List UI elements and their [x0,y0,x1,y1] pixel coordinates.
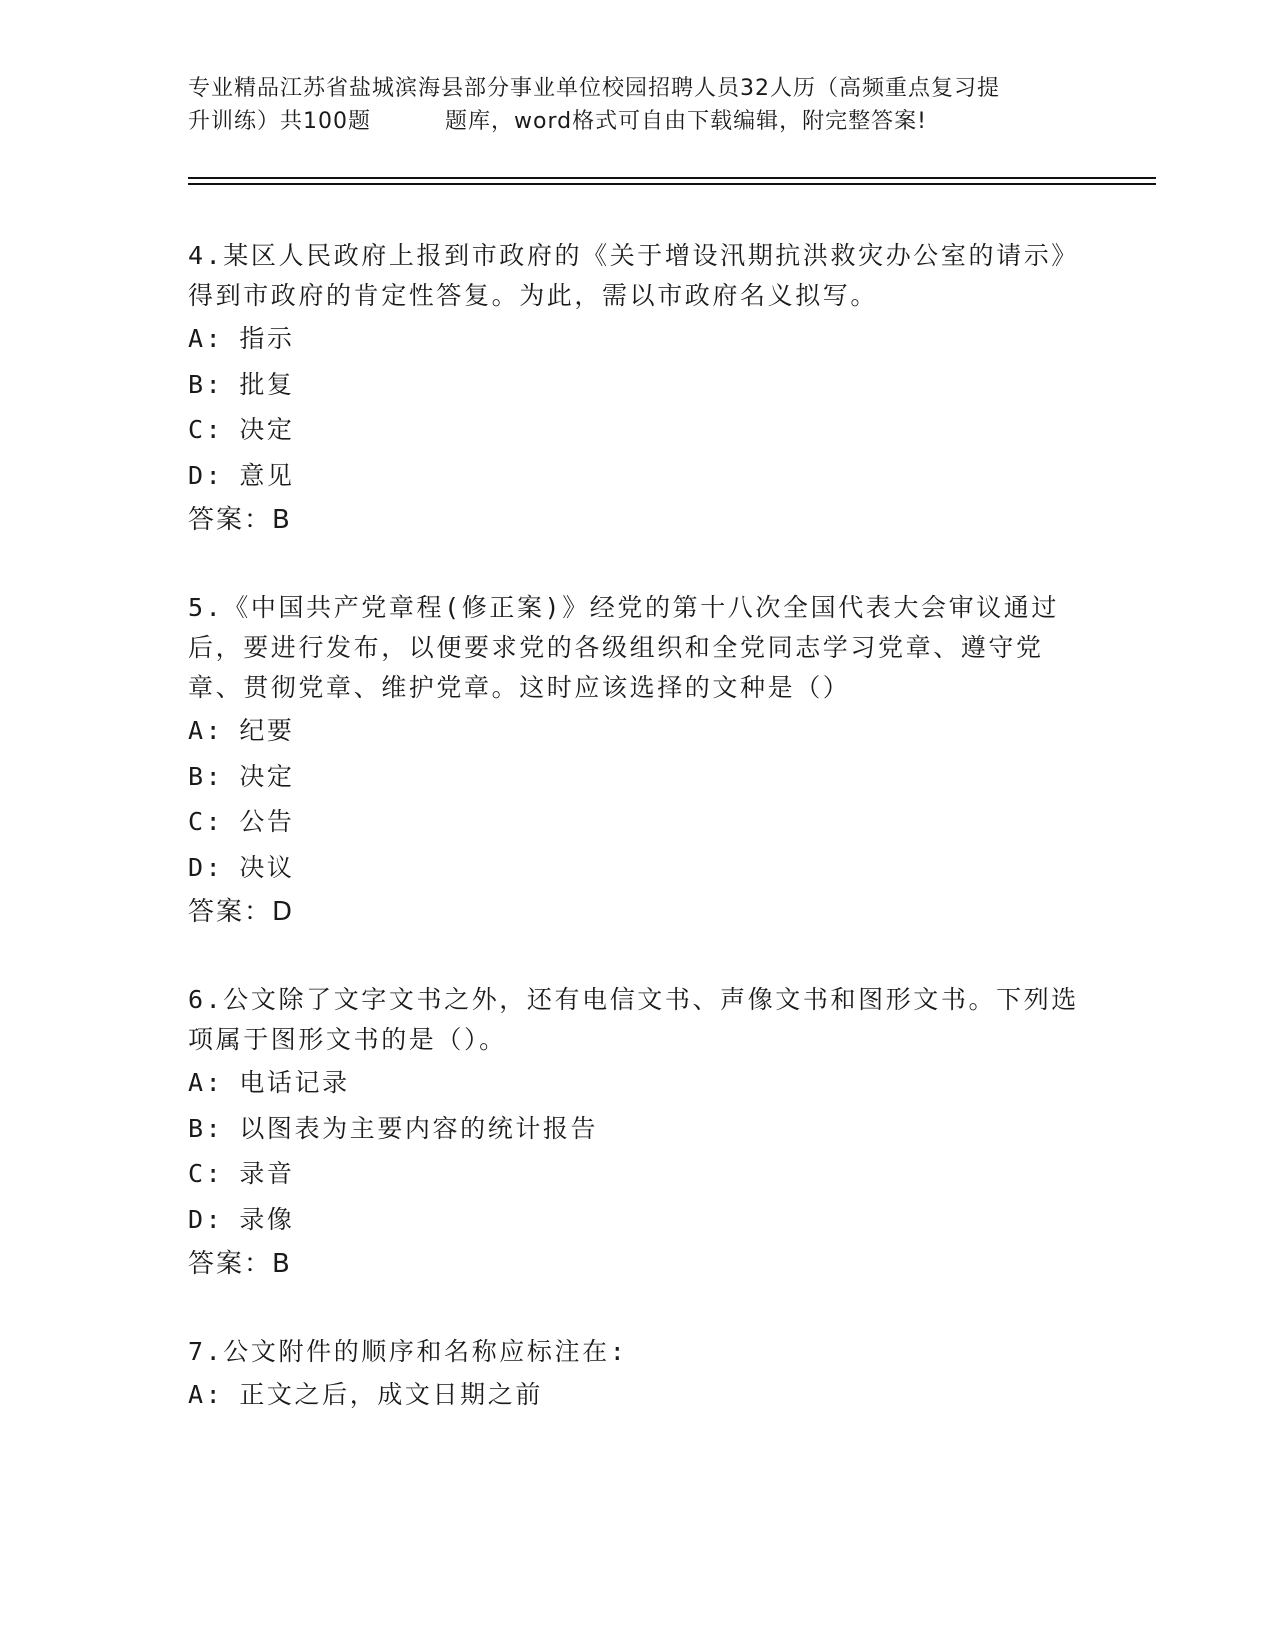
question-block [188,980,1088,1287]
option-a: A: 电话记录 [188,1068,350,1097]
option-d: D: 意见 [188,460,295,490]
option-b: B: 以图表为主要内容的统计报告 [188,1113,599,1143]
header-divider-top [188,177,1156,179]
option-c: C: 公告 [188,807,295,836]
option-a: A: 正文之后，成文日期之前 [188,1380,543,1409]
option-a: A: 纪要 [188,716,295,745]
option-c: C: 录音 [188,1159,295,1188]
option-d: D: 决议 [188,852,295,882]
header-line-1: 专业精品江苏省盐城滨海县部分事业单位校园招聘人员32人历（高频重点复习提 [188,76,1000,101]
option-d: D: 录像 [188,1204,295,1234]
question-list [188,236,1088,1463]
question-text: 6.公文除了文字文书之外，还有电信文书、声像文书和图形文书。下列选项属于图形文书的是（）。 [188,985,1079,1054]
question-text: 4.某区人民政府上报到市政府的《关于增设汛期抗洪救灾办公室的请示》得到市政府的肯定性答复。为此，需以市政府名义拟写。 [188,241,1079,310]
header-line-2 [188,105,1088,138]
question-text: 5.《中国共产党章程(修正案)》经党的第十八次全国代表大会审议通过后，要进行发布，以便要求党的各级组织和全党同志学习党章、遵守党章、贯彻党章、维护党章。这时应该选择的文种是（） [188,593,1060,702]
answer-line: 答案：D [188,897,295,927]
question-text: 7.公文附件的顺序和名称应标注在: [188,1337,628,1366]
header-line-2-part-1: 升训练）共100题 [188,109,371,134]
option-c: C: 决定 [188,415,295,444]
option-b: B: 批复 [188,369,295,399]
option-b: B: 决定 [188,761,295,791]
option-a: A: 指示 [188,324,295,353]
answer-line: 答案：B [188,1249,292,1279]
document-header [188,72,1088,138]
question-block [188,588,1088,935]
header-line-2-part-2: 题库，word格式可自由下载编辑，附完整答案! [445,109,927,134]
answer-line: 答案：B [188,505,292,535]
question-block [188,1332,1088,1418]
question-block [188,236,1088,543]
header-divider-bottom [188,183,1156,185]
